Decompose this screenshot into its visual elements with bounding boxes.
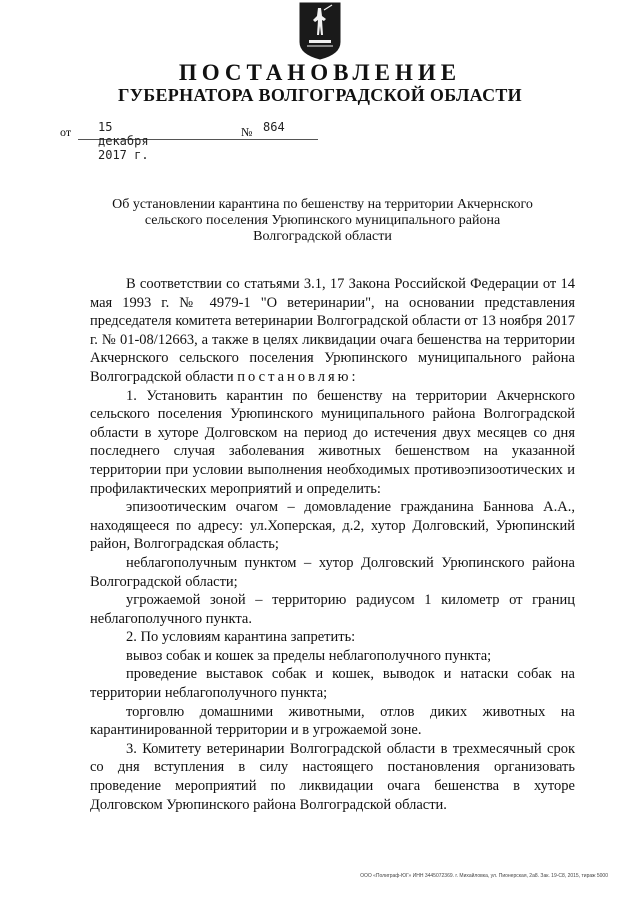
volgograd-emblem-icon: [299, 2, 341, 60]
preamble-text: В соответствии со статьями 3.1, 17 Закона Российской Федерации от 14 мая 1993 г. № 4979-1 "О ветеринарии", на основании представления председателя комитета ветеринарии Волгоградской области от 13 ноября 2017 г. № 01-08/12663, а также в целях ликвидации очага бешенства на территории Акчернского сельского поселения Урюпинского муниципального района Волгоградской области: [90, 276, 575, 385]
clause-1-point: неблагополучным пунктом – хутор Долговский Урюпинского района Волгоградской области;: [90, 554, 575, 590]
clause-3: 3. Комитету ветеринарии Волгоградской области в трехмесячный срок со дня вступления в силу настоящего постановления организовать проведение мероприятий по ликвидации очага бешенства в хуторе Долговском Урюпинского района Волгоградской области.: [90, 740, 575, 813]
document-body: [90, 275, 575, 814]
document-subject: [90, 197, 555, 245]
subject-line: Волгоградской области: [253, 229, 392, 244]
date-value: 15 декабря 2017 г.: [98, 120, 149, 162]
number-underline: [256, 139, 318, 140]
clause-2-export: вывоз собак и кошек за пределы неблагополучного пункта;: [126, 647, 492, 664]
number-value: 864: [263, 120, 285, 134]
clause-2-exhibitions: проведение выставок собак и кошек, выводок и натаски собак на территории неблагополучного пункта;: [90, 666, 575, 702]
clause-1-focus: эпизоотическим очагом – домовладение гражданина Баннова А.А., находящееся по адресу: ул.Хоперская, д.2, хутор Долговский, Урюпинский район, Волгоградская область;: [90, 499, 575, 553]
number-label: №: [241, 125, 253, 139]
clause-2-trade: торговлю домашними животными, отлов диких животных на карантинированной территории и в угрожаемой зоне.: [90, 703, 575, 739]
preamble-paragraph: [90, 275, 575, 387]
decree-word: постановляю:: [237, 368, 359, 385]
print-info-footer: ООО «Полиграф-ЮГ» ИНН 3445072369. г. Михайловка, ул. Пионерская, 2а8. Зак. 19-С8, 2015, тираж 5000: [360, 873, 608, 879]
date-label: от: [60, 125, 72, 139]
subject-line: Об установлении карантина по бешенству на территории Акчернского: [112, 197, 533, 212]
clause-1: 1. Установить карантин по бешенству на территории Акчернского сельского поселения Урюпинского муниципального района Волгоградской области в хуторе Долговском на период до истечения двух месяцев со дня последнего случая заболевания животных бешенством на указанной территории при условии выполнения необходимых противоэпизоотических и профилактических мероприятий и определить:: [90, 387, 575, 497]
clause-2: 2. По условиям карантина запретить:: [126, 629, 356, 646]
document-issuer: ГУБЕРНАТОРА ВОЛГОГРАДСКОЙ ОБЛАСТИ: [118, 85, 522, 105]
subject-line: сельского поселения Урюпинского муниципального района: [144, 213, 501, 228]
document-title: ПОСТАНОВЛЕНИЕ: [178, 60, 462, 85]
clause-1-zone: угрожаемой зоной – территорию радиусом 1 километр от границ неблагополучного пункта.: [90, 592, 575, 627]
